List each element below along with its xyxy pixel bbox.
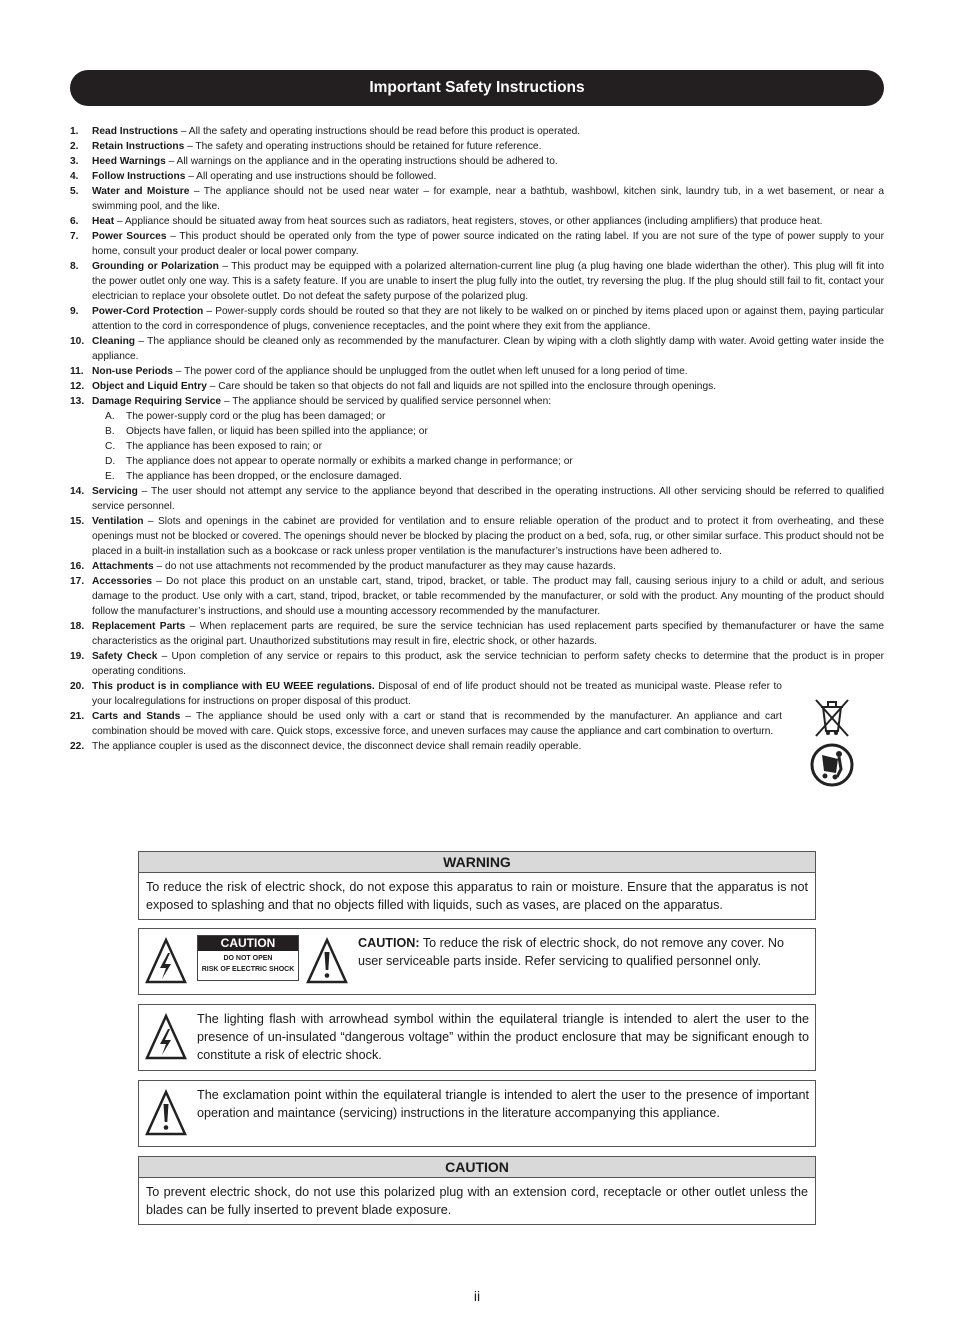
item-text: – do not use attachments not recommended by the product manufacturer as they may cause hazards. [153,561,616,572]
caution-text: To prevent electric shock, do not use this polarized plug with an extension cord, receptacle or other outlet unless the blades can be fully inserted to prevent blade exposure. [146,1185,808,1217]
item-heading: Power-Cord Protection [92,306,204,317]
item-text: – This product should be operated only from the type of power source indicated on the rating label. If you are not sure of the type of power supply to your home, consult your product dealer or local power company. [92,231,884,257]
item-text: – Care should be taken so that objects do not fall and liquids are not spilled into the enclosure through openings. [206,381,717,392]
item-heading: Damage Requiring Service [92,396,222,407]
item-number: 16. [70,561,85,572]
list-item [70,334,884,364]
item-text: – Upon completion of any service or repairs to this product, ask the service technician to perform safety checks to determine that the product is in proper operating conditions. [92,651,884,677]
item-heading: Object and Liquid Entry [92,381,207,392]
lightning-triangle-icon [144,937,188,985]
item-text: The appliance coupler is used as the disconnect device, the disconnect device shall remain readily operable. [92,741,582,752]
item-heading: Accessories [92,576,153,587]
lightning-info-text: The lighting flash with arrowhead symbol within the equilateral triangle is intended to alert the user to the presence of un-insulated “dangerous voltage” within the product enclosure that may be significant enough to constitute a risk of electric shock. [197,1012,809,1062]
sub-text: The appliance does not appear to operate normally or exhibits a marked change in performance; or [126,456,573,467]
list-item [70,259,884,304]
item-number: 6. [70,216,79,227]
item-number: 9. [70,306,79,317]
item-heading: Servicing [92,486,138,497]
item-heading: Water and Moisture [92,186,190,197]
item-text: – The appliance should be used only with a cart or stand that is recommended by the manufacturer. An appliance and cart combination should be moved with care. Quick stops, excessive force, and uneven surfaces may cause the appliance and cart combination to overturn. [92,711,782,737]
item-number: 5. [70,186,79,197]
caution-cover-box [138,928,816,995]
item-heading: Heed Warnings [92,156,166,167]
caution-box [138,1156,816,1225]
item-text: Disposal of end of life product should not be treated as municipal waste. Please refer to your localregulations for instructions on proper disposal of this product. [92,681,782,707]
item-heading: Read Instructions [92,126,179,137]
cart-tip-icon [810,743,854,787]
item-text: – Appliance should be situated away from heat sources such as radiators, heat registers, stoves, or other appliances (including amplifiers) that produce heat. [114,216,823,227]
item-number: 7. [70,231,79,242]
item-number: 10. [70,336,85,347]
exclamation-info-text: The exclamation point within the equilateral triangle is intended to alert the user to the presence of important operation and maintance (servicing) instructions in the literature accompanying this appliance. [197,1088,809,1120]
sub-letter: E. [105,471,115,482]
list-item [70,679,782,709]
sub-item [70,454,884,469]
item-text: – When replacement parts are required, be sure the service technician has used replacement parts specified by themanufacturer or have the same characteristics as the original part. Unauthorized substitutions may result in fire, electric shock, or other hazards. [92,621,884,647]
item-number: 15. [70,516,85,527]
sub-text: The appliance has been dropped, or the enclosure damaged. [126,471,402,482]
exclamation-triangle-icon [305,937,349,985]
item-text: – This product may be equipped with a polarized alternation-current line plug (a plug having one blade widerthan the other). This plug will fit into the power outlet only one way. This is a safety feature. If you are unable to insert the plug fully into the outlet, try reversing the plug. If the plug should still fail to fit, contact your electrician to replace your obsolete outlet. Do not defeat the safety purpose of the polarized plug. [92,261,884,302]
list-item [70,364,884,379]
caution-cover-body: To reduce the risk of electric shock, do not remove any cover. No user serviceable parts inside. Refer servicing to qualified personnel only. [358,936,785,968]
list-item [70,709,782,739]
caution-label-line: RISK OF ELECTRIC SHOCK [201,966,295,973]
sub-item [70,409,884,424]
sub-letter: D. [105,456,116,467]
item-number: 13. [70,396,85,407]
sub-letter: A. [105,411,115,422]
item-heading: Heat [92,216,115,227]
caution-label [197,935,299,981]
item-heading: Attachments [92,561,154,572]
item-text: – The safety and operating instructions should be retained for future reference. [184,141,542,152]
caution-cover-heading: CAUTION: [358,936,420,950]
item-number: 2. [70,141,79,152]
sub-text: Objects have fallen, or liquid has been spilled into the appliance; or [126,426,428,437]
sub-item [70,439,884,454]
list-item [70,514,884,559]
caution-label-line: DO NOT OPEN [223,955,273,962]
sub-text: The appliance has been exposed to rain; or [126,441,322,452]
weee-bin-icon [811,697,853,739]
item-text: – The power cord of the appliance should be unplugged from the outlet when left unused for a long period of time. [172,366,688,377]
item-heading: Ventilation [92,516,144,527]
sub-item [70,424,884,439]
item-text: – The appliance should be serviced by qualified service personnel when: [221,396,552,407]
list-item [70,484,884,514]
list-item [70,229,884,259]
list-item [70,394,884,409]
item-text: – The appliance should be cleaned only as recommended by the manufacturer. Clean by wiping with a cloth slightly damp with water. Avoid getting water inside the appliance. [92,336,884,362]
lightning-triangle-icon [144,1013,188,1061]
lightning-info-box [138,1004,816,1071]
sub-letter: C. [105,441,116,452]
item-text: – Power-supply cords should be routed so that they are not likely to be walked on or pinched by items placed upon or against them, paying particular attention to the cord in correspondence of plugs, convenience receptacles, and the point where they exit from the appliance. [92,306,884,332]
item-number: 14. [70,486,85,497]
list-item [70,619,884,649]
list-item [70,574,884,619]
item-number: 17. [70,576,85,587]
warning-text: To reduce the risk of electric shock, do not expose this apparatus to rain or moisture. Ensure that the apparatus is not exposed to splashing and that no objects filled with liquids, such as vases, are placed on the apparatus. [146,880,808,912]
item-text: – The appliance should not be used near water – for example, near a bathtub, washbowl, kitchen sink, laundry tub, in a wet basement, or near a swimming pool, and the like. [92,186,884,212]
item-text: – The user should not attempt any service to the appliance beyond that described in the operating instructions. All other servicing should be referred to qualified service personnel. [92,486,884,512]
item-text: – Do not place this product on an unstable cart, stand, tripod, bracket, or table. The product may fall, causing serious injury to a child or adult, and serious damage to the product. Use only with a cart, stand, tripod, bracket, or table recommended by the manufacturer, or sold with the product. Any mounting of the product should follow the manufacturer’s instructions, and should use a mounting accessory recommended by the manufacturer. [92,576,884,617]
item-heading: Retain Instructions [92,141,185,152]
item-number: 20. [70,681,85,692]
item-heading: Safety Check [92,651,158,662]
list-item [70,124,884,139]
item-heading: Carts and Stands [92,711,181,722]
item-heading: This product is in compliance with EU WEEE regulations. [92,681,375,692]
warning-box [138,851,816,920]
item-number: 1. [70,126,79,137]
item-text: – All warnings on the appliance and in the operating instructions should be adhered to. [165,156,558,167]
list-item [70,739,884,754]
item-heading: Follow Instructions [92,171,186,182]
sub-item [70,469,884,484]
item-heading: Grounding or Polarization [92,261,219,272]
list-item [70,169,884,184]
item-number: 3. [70,156,79,167]
warning-heading: WARNING [139,852,815,873]
item-text: – All operating and use instructions should be followed. [185,171,437,182]
sub-letter: B. [105,426,115,437]
list-item [70,154,884,169]
safety-list [70,124,884,754]
caution-cover-text [358,934,809,970]
exclamation-triangle-icon [144,1089,188,1137]
item-number: 21. [70,711,85,722]
list-item [70,214,884,229]
item-heading: Power Sources [92,231,167,242]
item-number: 22. [70,741,85,752]
caution-heading: CAUTION [139,1157,815,1178]
item-number: 19. [70,651,85,662]
page-number: ii [473,1288,481,1304]
item-number: 11. [70,366,84,377]
item-number: 4. [70,171,79,182]
exclamation-info-box [138,1080,816,1147]
item-text: – All the safety and operating instructions should be read before this product is operated. [178,126,581,137]
list-item [70,649,884,679]
caution-label-text [198,951,298,975]
item-heading: Non-use Periods [92,366,173,377]
item-text: – Slots and openings in the cabinet are provided for ventilation and to ensure reliable operation of the product and to protect it from overheating, and these openings must not be blocked or covered. The openings should never be blocked by placing the product on a bed, sofa, rug, or other similar surface. This product should not be placed in a built-in installation such as a bookcase or rack unless proper ventilation is the manufacturer’s instructions have been adhered to. [92,516,884,557]
item-number: 12. [70,381,85,392]
page-title: Important Safety Instructions [70,70,884,106]
list-item [70,184,884,214]
item-heading: Replacement Parts [92,621,186,632]
caution-label-title: CAUTION [198,936,298,951]
item-number: 18. [70,621,85,632]
item-number: 8. [70,261,79,272]
list-item [70,139,884,154]
list-item [70,304,884,334]
list-item [70,559,884,574]
list-item [70,379,884,394]
item-heading: Cleaning [92,336,136,347]
sub-text: The power-supply cord or the plug has been damaged; or [126,411,386,422]
